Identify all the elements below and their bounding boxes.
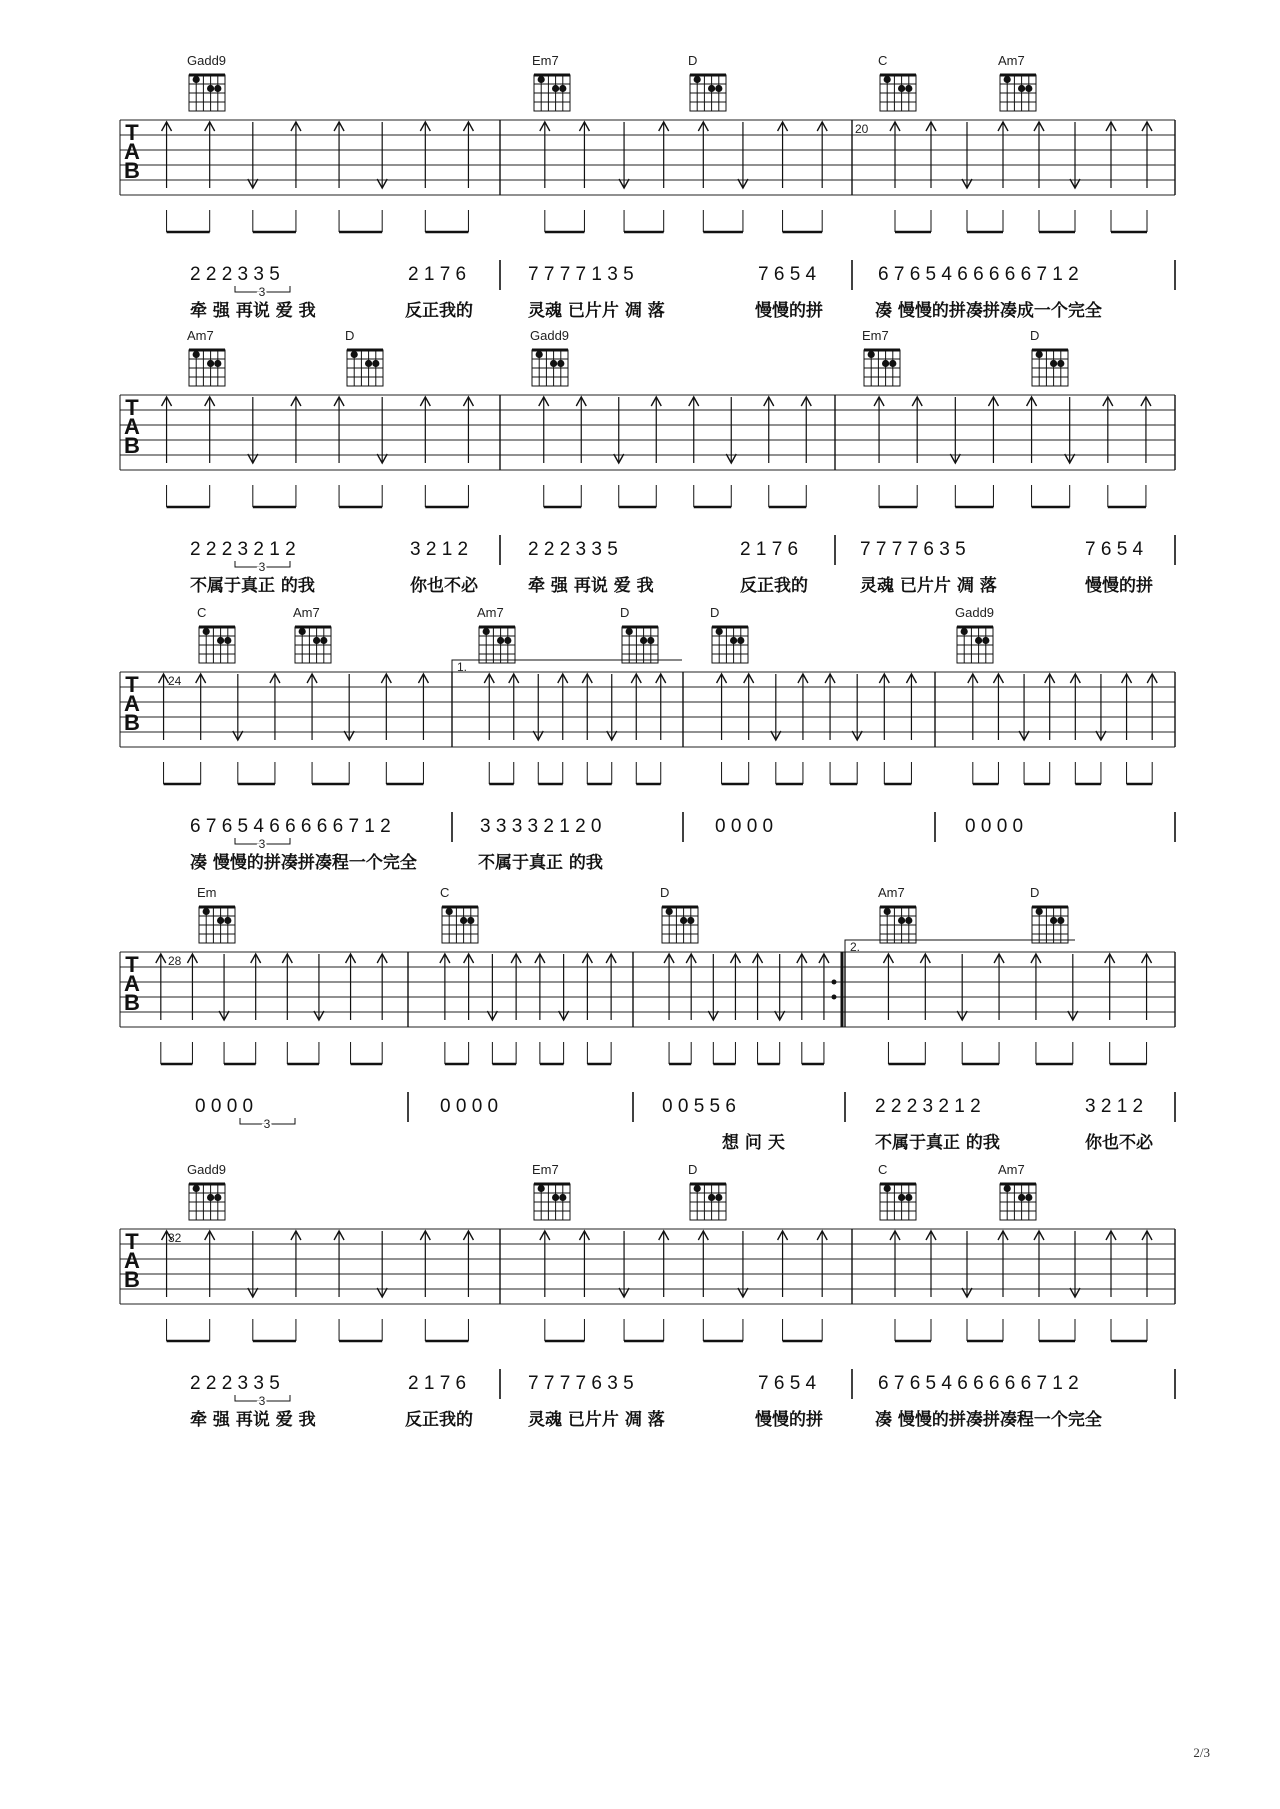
chord-diagram (998, 1162, 1036, 1220)
numbered-notation: 0 0 5 5 6 (662, 1096, 736, 1117)
numbered-notation: 0 0 0 0 (965, 816, 1024, 837)
numbered-notation: 6 7 6 5 4 6 6 6 6 6 7 1 2 (190, 816, 391, 837)
chord-diagram (862, 328, 900, 386)
numbered-notation: 3 2 1 2 (1085, 1096, 1144, 1117)
chord-finger-dot (715, 1194, 722, 1201)
chord-finger-dot (320, 637, 327, 644)
chord-finger-dot (1057, 360, 1064, 367)
chord-finger-dot (687, 917, 694, 924)
chord-diagram (197, 885, 235, 943)
chord-name: D (620, 605, 630, 620)
chord-diagram (688, 1162, 726, 1220)
tab-clef-letter: T (125, 672, 139, 697)
chord-finger-dot (730, 637, 737, 644)
lyric-line: 想 问 天 (722, 1133, 785, 1153)
chord-name: Gadd9 (955, 605, 995, 620)
tab-system (120, 53, 1175, 321)
lyric-line: 你也不必 (410, 576, 478, 596)
lyric-line: 不属于真正 的我 (478, 853, 603, 873)
chord-name: C (878, 1162, 888, 1177)
page-number: 2/3 (1193, 1745, 1210, 1760)
chord-finger-dot (884, 908, 891, 915)
tab-clef-letter: A (124, 971, 140, 996)
numbered-notation: 7 7 7 7 6 3 5 (860, 539, 966, 560)
chord-finger-dot (538, 76, 545, 83)
chord-finger-dot (1018, 85, 1025, 92)
chord-finger-dot (193, 76, 200, 83)
chord-finger-dot (1004, 76, 1011, 83)
chord-finger-dot (207, 1194, 214, 1201)
tab-system (120, 328, 1175, 596)
chord-finger-dot (1018, 1194, 1025, 1201)
chord-finger-dot (467, 917, 474, 924)
numbered-notation: 7 7 7 7 1 3 5 (528, 264, 634, 285)
lyric-line: 反正我的 (405, 1410, 473, 1430)
lyric-line: 不属于真正 的我 (190, 576, 315, 596)
lyric-line: 牵 强 再说 爱 我 (190, 1410, 316, 1430)
chord-finger-dot (446, 908, 453, 915)
lyric-line: 牵 强 再说 爱 我 (190, 301, 316, 321)
chord-finger-dot (868, 351, 875, 358)
chord-finger-dot (680, 917, 687, 924)
chord-finger-dot (372, 360, 379, 367)
lyric-line: 慢慢的拼 (755, 301, 823, 321)
chord-diagram (440, 885, 478, 943)
chord-finger-dot (217, 637, 224, 644)
numbered-notation: 7 6 5 4 (1085, 539, 1144, 560)
chord-finger-dot (898, 917, 905, 924)
chord-name: Gadd9 (530, 328, 570, 343)
tuplet-label: 3 (263, 1117, 271, 1131)
chord-name: D (1030, 328, 1040, 343)
chord-diagram (187, 1162, 226, 1220)
numbered-notation: 0 0 0 0 (195, 1096, 254, 1117)
lyric-line: 反正我的 (740, 576, 808, 596)
numbered-notation: 2 2 2 3 2 1 2 (190, 539, 296, 560)
chord-finger-dot (536, 351, 543, 358)
chord-finger-dot (626, 628, 633, 635)
chord-name: D (710, 605, 720, 620)
tuplet-label: 3 (258, 1394, 266, 1408)
chord-name: C (197, 605, 207, 620)
lyric-line: 慢慢的拼 (1085, 576, 1153, 596)
chord-finger-dot (207, 360, 214, 367)
chord-finger-dot (497, 637, 504, 644)
chord-name: Em7 (532, 1162, 559, 1177)
chord-finger-dot (716, 628, 723, 635)
chord-finger-dot (203, 628, 210, 635)
chord-finger-dot (552, 1194, 559, 1201)
chord-finger-dot (224, 637, 231, 644)
chord-finger-dot (552, 85, 559, 92)
chord-finger-dot (882, 360, 889, 367)
chord-finger-dot (905, 85, 912, 92)
tab-clef-letter: T (125, 952, 139, 977)
chord-name: C (440, 885, 450, 900)
chord-finger-dot (898, 1194, 905, 1201)
chord-finger-dot (1025, 1194, 1032, 1201)
measure-number: 24 (168, 674, 182, 688)
chord-finger-dot (1050, 360, 1057, 367)
chord-finger-dot (351, 351, 358, 358)
tab-clef-letter: A (124, 691, 140, 716)
numbered-notation: 2 2 2 3 3 5 (528, 539, 618, 560)
chord-finger-dot (708, 85, 715, 92)
chord-finger-dot (203, 908, 210, 915)
numbered-notation: 3 3 3 3 2 1 2 0 (480, 816, 602, 837)
tab-system (120, 885, 1175, 1153)
chord-diagram (1030, 328, 1068, 386)
lyric-line: 灵魂 已片片 凋 落 (528, 301, 665, 321)
tuplet-label: 3 (258, 560, 266, 574)
chord-diagram (878, 885, 916, 943)
chord-diagram (532, 53, 570, 111)
chord-name: Am7 (187, 328, 214, 343)
numbered-notation: 2 2 2 3 2 1 2 (875, 1096, 981, 1117)
chord-finger-dot (214, 1194, 221, 1201)
chord-name: D (688, 1162, 698, 1177)
numbered-notation: 0 0 0 0 (715, 816, 774, 837)
tuplet-label: 3 (258, 285, 266, 299)
lyric-line: 不属于真正 的我 (875, 1133, 1000, 1153)
chord-finger-dot (982, 637, 989, 644)
chord-name: Em7 (862, 328, 889, 343)
chord-finger-dot (708, 1194, 715, 1201)
numbered-notation: 2 1 7 6 (408, 264, 467, 285)
chord-finger-dot (898, 85, 905, 92)
chord-diagram (620, 605, 658, 663)
volta-label: 2. (850, 940, 861, 954)
chord-finger-dot (365, 360, 372, 367)
chord-name: Gadd9 (187, 1162, 227, 1177)
measure-number: 20 (855, 122, 869, 136)
chord-diagram (530, 328, 569, 386)
numbered-notation: 0 0 0 0 (440, 1096, 499, 1117)
chord-name: Em7 (532, 53, 559, 68)
chord-finger-dot (313, 637, 320, 644)
numbered-notation: 6 7 6 5 4 6 6 6 6 6 7 1 2 (878, 1373, 1079, 1394)
chord-finger-dot (694, 76, 701, 83)
numbered-notation: 7 6 5 4 (758, 1373, 817, 1394)
chord-name: Am7 (293, 605, 320, 620)
lyric-line: 灵魂 已片片 凋 落 (528, 1410, 665, 1430)
numbered-notation: 3 2 1 2 (410, 539, 469, 560)
chord-diagram (197, 605, 235, 663)
chord-finger-dot (1036, 351, 1043, 358)
tab-clef-letter: B (124, 710, 140, 735)
chord-finger-dot (884, 76, 891, 83)
chord-diagram (477, 605, 515, 663)
tab-clef-letter: A (124, 414, 140, 439)
chord-name: D (660, 885, 670, 900)
chord-finger-dot (1004, 1185, 1011, 1192)
measure-number: 28 (168, 954, 182, 968)
measure-number: 32 (168, 1231, 182, 1245)
tab-clef-letter: A (124, 139, 140, 164)
chord-finger-dot (217, 917, 224, 924)
chord-finger-dot (961, 628, 968, 635)
tab-clef-letter: B (124, 1267, 140, 1292)
chord-finger-dot (557, 360, 564, 367)
numbered-notation: 7 6 5 4 (758, 264, 817, 285)
chord-diagram (955, 605, 994, 663)
chord-name: D (688, 53, 698, 68)
chord-finger-dot (640, 637, 647, 644)
lyric-line: 牵 强 再说 爱 我 (528, 576, 654, 596)
chord-name: Am7 (998, 53, 1025, 68)
chord-finger-dot (975, 637, 982, 644)
chord-finger-dot (299, 628, 306, 635)
chord-finger-dot (715, 85, 722, 92)
lyric-line: 凑 慢慢的拼凑拼凑程一个完全 (190, 853, 417, 873)
chord-diagram (878, 1162, 916, 1220)
numbered-notation: 7 7 7 7 6 3 5 (528, 1373, 634, 1394)
chord-finger-dot (889, 360, 896, 367)
chord-finger-dot (559, 1194, 566, 1201)
chord-diagram (878, 53, 916, 111)
chord-diagram (688, 53, 726, 111)
chord-diagram (710, 605, 748, 663)
chord-finger-dot (737, 637, 744, 644)
chord-name: D (345, 328, 355, 343)
chord-diagram (187, 328, 225, 386)
chord-name: Gadd9 (187, 53, 227, 68)
tab-clef-letter: A (124, 1248, 140, 1273)
lyric-line: 慢慢的拼 (755, 1410, 823, 1430)
numbered-notation: 6 7 6 5 4 6 6 6 6 6 7 1 2 (878, 264, 1079, 285)
tab-clef-letter: T (125, 395, 139, 420)
lyric-line: 反正我的 (405, 301, 473, 321)
chord-diagram (345, 328, 383, 386)
chord-finger-dot (1057, 917, 1064, 924)
chord-diagram (293, 605, 331, 663)
chord-name: Em (197, 885, 217, 900)
chord-finger-dot (1050, 917, 1057, 924)
chord-finger-dot (460, 917, 467, 924)
numbered-notation: 2 2 2 3 3 5 (190, 264, 280, 285)
chord-name: Am7 (878, 885, 905, 900)
chord-finger-dot (1025, 85, 1032, 92)
chord-finger-dot (224, 917, 231, 924)
tab-system (120, 1162, 1175, 1430)
chord-name: Am7 (477, 605, 504, 620)
chord-finger-dot (504, 637, 511, 644)
chord-finger-dot (647, 637, 654, 644)
lyric-line: 你也不必 (1085, 1133, 1153, 1153)
chord-finger-dot (905, 917, 912, 924)
chord-diagram (532, 1162, 570, 1220)
chord-finger-dot (483, 628, 490, 635)
chord-finger-dot (214, 85, 221, 92)
chord-finger-dot (214, 360, 221, 367)
chord-diagram (998, 53, 1036, 111)
repeat-dot (832, 980, 837, 985)
chord-finger-dot (905, 1194, 912, 1201)
chord-finger-dot (207, 85, 214, 92)
lyric-line: 凑 慢慢的拼凑拼凑程一个完全 (875, 1410, 1102, 1430)
chord-finger-dot (559, 85, 566, 92)
numbered-notation: 2 2 2 3 3 5 (190, 1373, 280, 1394)
tab-clef-letter: T (125, 120, 139, 145)
tab-clef-letter: T (125, 1229, 139, 1254)
tuplet-label: 3 (258, 837, 266, 851)
chord-finger-dot (550, 360, 557, 367)
chord-finger-dot (666, 908, 673, 915)
chord-finger-dot (193, 1185, 200, 1192)
chord-name: C (878, 53, 888, 68)
tab-clef-letter: B (124, 433, 140, 458)
chord-finger-dot (884, 1185, 891, 1192)
chord-name: D (1030, 885, 1040, 900)
chord-finger-dot (1036, 908, 1043, 915)
lyric-line: 凑 慢慢的拼凑拼凑成一个完全 (875, 301, 1102, 321)
repeat-dot (832, 995, 837, 1000)
chord-finger-dot (694, 1185, 701, 1192)
chord-diagram (1030, 885, 1068, 943)
numbered-notation: 2 1 7 6 (740, 539, 799, 560)
chord-finger-dot (538, 1185, 545, 1192)
chord-finger-dot (193, 351, 200, 358)
chord-diagram (660, 885, 698, 943)
tab-clef-letter: B (124, 990, 140, 1015)
tab-system (120, 605, 1175, 873)
chord-diagram (187, 53, 226, 111)
numbered-notation: 2 1 7 6 (408, 1373, 467, 1394)
lyric-line: 灵魂 已片片 凋 落 (860, 576, 997, 596)
volta-label: 1. (457, 660, 468, 674)
tab-clef-letter: B (124, 158, 140, 183)
chord-name: Am7 (998, 1162, 1025, 1177)
